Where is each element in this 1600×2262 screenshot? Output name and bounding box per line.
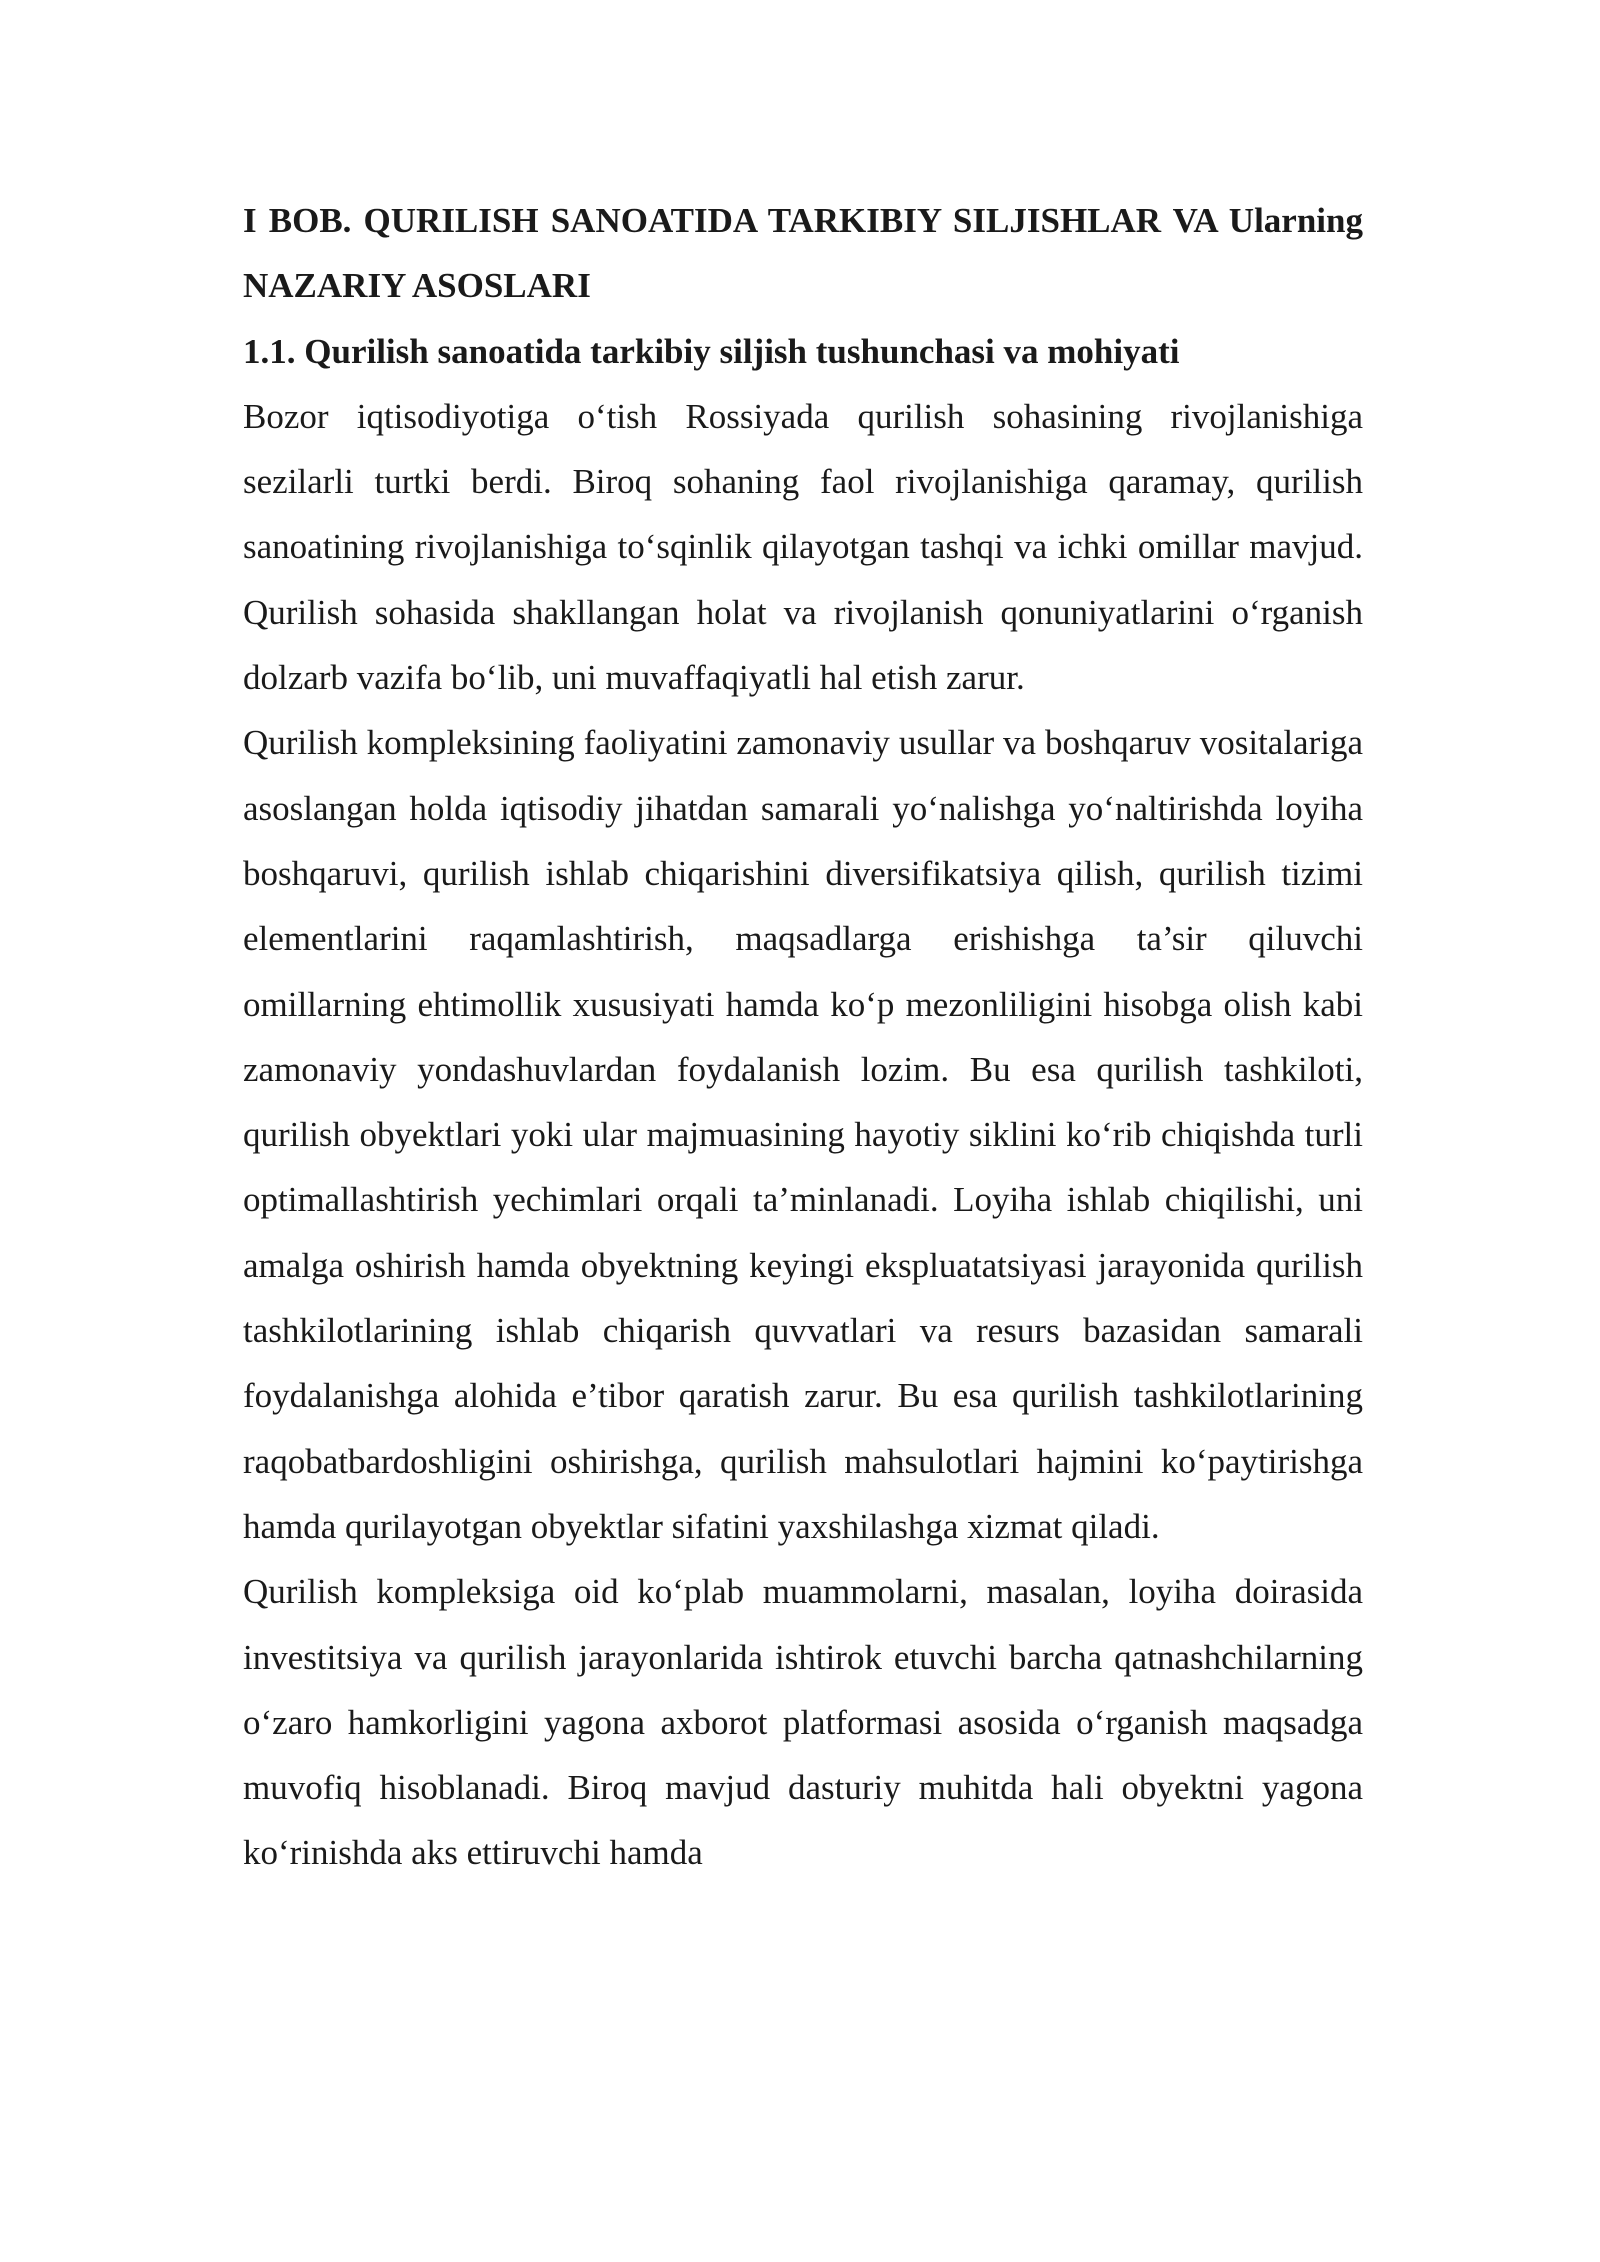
paragraph: Qurilish kompleksiga oid ko‘plab muammolarni, masalan, loyiha doirasida investitsiya va qurilish jarayonlarida ishtirok etuvchi barcha qatnashchilarning o‘zaro hamkorligini yagona axborot platformasi asosida o‘rganish maqsadga muvofiq hisoblanadi. Biroq mavjud dasturiy muhitda hali obyektni yagona ko‘rinishda aks ettiruvchi hamda	[243, 1572, 1363, 1873]
paragraph: Bozor iqtisodiyotiga o‘tish Rossiyada qurilish sohasining rivojlanishiga sezilarli turtki berdi. Biroq sohaning faol rivojlanishiga qaramay, qurilish sanoatining rivojlanishiga to‘sqinlik qilayotgan tashqi va ichki omillar mavjud. Qurilish sohasida shakllangan holat va rivojlanish qonuniyatlarini o‘rganish dolzarb vazifa bo‘lib, uni muvaffaqiyatli hal etish zarur.	[243, 396, 1363, 698]
section-title: 1.1. Qurilish sanoatida tarkibiy siljish tushunchasi va mohiyati	[243, 331, 1180, 371]
document-body	[243, 188, 1363, 1886]
chapter-title: I BOB. QURILISH SANOATIDA TARKIBIY SILJISHLAR VA Ularning NAZARIY ASOSLARI	[243, 201, 1363, 306]
paragraph: Qurilish kompleksining faoliyatini zamonaviy usullar va boshqaruv vositalariga asoslangan holda iqtisodiy jihatdan samarali yo‘nalishga yo‘naltirishda loyiha boshqaruvi, qurilish ishlab chiqarishini diversifikatsiya qilish, qurilish tizimi elementlarini raqamlashtirish, maqsadlarga erishishga ta’sir qiluvchi omillarning ehtimollik xususiyati hamda ko‘p mezonliligini hisobga olish kabi zamonaviy yondashuvlardan foydalanish lozim. Bu esa qurilish tashkiloti, qurilish obyektlari yoki ular majmuasining hayotiy siklini ko‘rib chiqishda turli optimallashtirish yechimlari orqali ta’minlanadi. Loyiha ishlab chiqilishi, uni amalga oshirish hamda obyektning keyingi ekspluatatsiyasi jarayonida qurilish tashkilotlarining ishlab chiqarish quvvatlari va resurs bazasidan samarali foydalanishga alohida e’tibor qaratish zarur. Bu esa qurilish tashkilotlarining raqobatbardoshligini oshirishga, qurilish mahsulotlari hajmini ko‘paytirishga hamda qurilayotgan obyektlar sifatini yaxshilashga xizmat qiladi.	[243, 723, 1363, 1546]
